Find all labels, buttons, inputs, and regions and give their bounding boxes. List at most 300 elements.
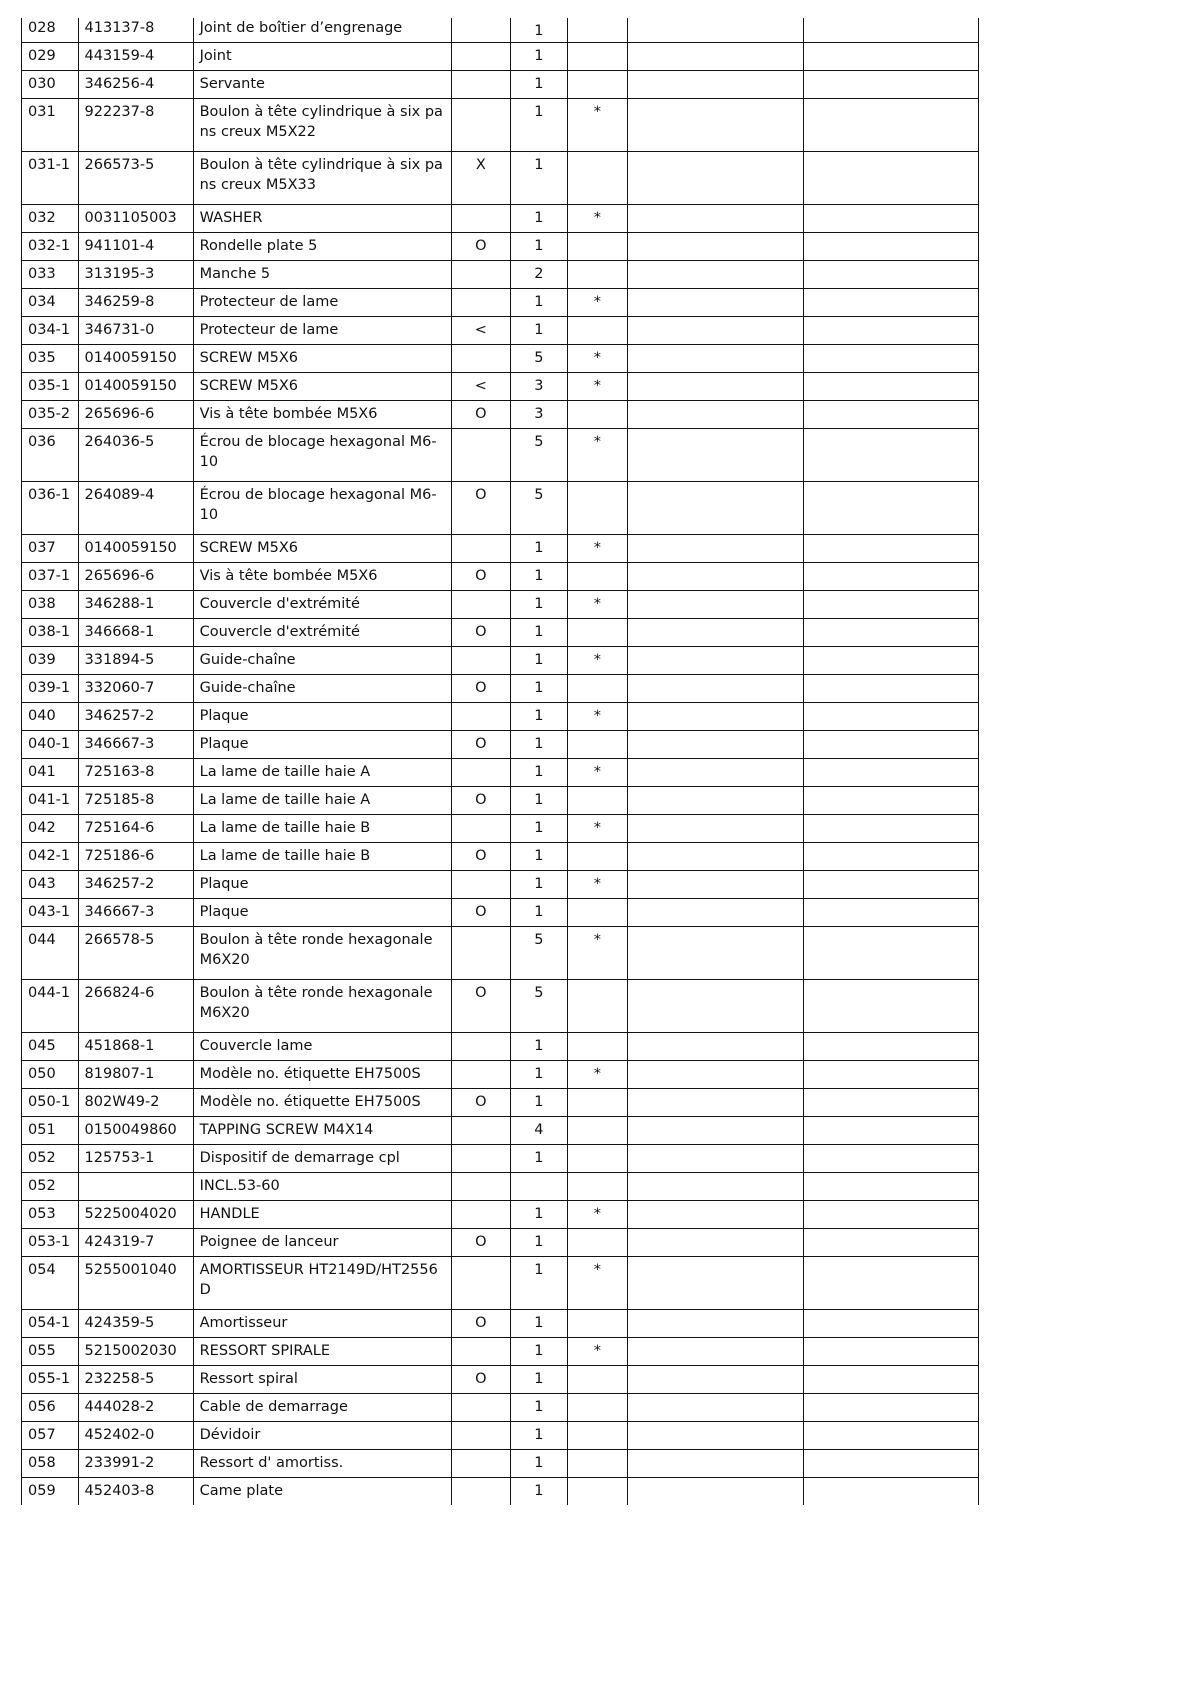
table-row [22, 1365, 979, 1393]
extra-cell [804, 814, 979, 842]
item-number-cell: 034 [22, 288, 79, 316]
part-number-cell: 922237-8 [78, 98, 193, 151]
note-cell [568, 1172, 628, 1200]
extra-cell [804, 1116, 979, 1144]
part-number-cell: 0140059150 [78, 372, 193, 400]
remarks-cell [627, 1309, 804, 1337]
description-cell: La lame de taille haie A [193, 786, 451, 814]
note-cell: * [568, 870, 628, 898]
quantity-cell: 1 [510, 786, 568, 814]
extra-cell [804, 1172, 979, 1200]
remarks-cell [627, 979, 804, 1032]
item-number-cell: 053 [22, 1200, 79, 1228]
interchange-code-cell: O [452, 400, 511, 428]
quantity-cell [510, 1172, 568, 1200]
extra-cell [804, 590, 979, 618]
interchange-code-cell [452, 344, 511, 372]
note-cell: * [568, 926, 628, 979]
item-number-cell: 052 [22, 1144, 79, 1172]
table-row [22, 618, 979, 646]
item-number-cell: 035-1 [22, 372, 79, 400]
quantity-cell: 1 [510, 898, 568, 926]
description-cell: AMORTISSEUR HT2149D/HT2556D [193, 1256, 451, 1309]
interchange-code-cell: O [452, 730, 511, 758]
extra-cell [804, 204, 979, 232]
note-cell [568, 1477, 628, 1505]
interchange-code-cell: O [452, 786, 511, 814]
interchange-code-cell [452, 758, 511, 786]
quantity-cell: 2 [510, 260, 568, 288]
quantity-cell: 1 [510, 1060, 568, 1088]
remarks-cell [627, 842, 804, 870]
table-row [22, 232, 979, 260]
quantity-cell: 5 [510, 926, 568, 979]
interchange-code-cell: O [452, 618, 511, 646]
item-number-cell: 058 [22, 1449, 79, 1477]
table-row [22, 814, 979, 842]
description-cell: Guide-chaîne [193, 674, 451, 702]
part-number-cell: 265696-6 [78, 400, 193, 428]
quantity-cell: 1 [510, 702, 568, 730]
extra-cell [804, 18, 979, 42]
quantity-cell: 1 [510, 288, 568, 316]
description-cell: Couvercle lame [193, 1032, 451, 1060]
interchange-code-cell: O [452, 898, 511, 926]
item-number-cell: 039-1 [22, 674, 79, 702]
remarks-cell [627, 204, 804, 232]
item-number-cell: 036 [22, 428, 79, 481]
interchange-code-cell: O [452, 1228, 511, 1256]
note-cell [568, 1116, 628, 1144]
description-cell: Joint [193, 42, 451, 70]
item-number-cell: 034-1 [22, 316, 79, 344]
note-cell: * [568, 646, 628, 674]
note-cell: * [568, 1337, 628, 1365]
table-row [22, 1116, 979, 1144]
quantity-cell: 1 [510, 204, 568, 232]
interchange-code-cell [452, 534, 511, 562]
interchange-code-cell: O [452, 562, 511, 590]
interchange-code-cell: < [452, 316, 511, 344]
interchange-code-cell [452, 1116, 511, 1144]
item-number-cell: 059 [22, 1477, 79, 1505]
description-cell: SCREW M5X6 [193, 344, 451, 372]
description-cell: Plaque [193, 702, 451, 730]
quantity-cell: 1 [510, 1256, 568, 1309]
quantity-cell: 1 [510, 562, 568, 590]
note-cell: * [568, 1060, 628, 1088]
description-cell: Plaque [193, 730, 451, 758]
remarks-cell [627, 1032, 804, 1060]
part-number-cell: 264089-4 [78, 481, 193, 534]
part-number-cell: 265696-6 [78, 562, 193, 590]
remarks-cell [627, 18, 804, 42]
remarks-cell [627, 232, 804, 260]
table-row [22, 151, 979, 204]
item-number-cell: 054 [22, 1256, 79, 1309]
extra-cell [804, 1393, 979, 1421]
item-number-cell: 043 [22, 870, 79, 898]
remarks-cell [627, 1088, 804, 1116]
table-row [22, 1309, 979, 1337]
note-cell: * [568, 344, 628, 372]
table-row [22, 730, 979, 758]
remarks-cell [627, 1144, 804, 1172]
extra-cell [804, 1449, 979, 1477]
extra-cell [804, 786, 979, 814]
part-number-cell: 413137-8 [78, 18, 193, 42]
description-cell: Modèle no. étiquette EH7500S [193, 1088, 451, 1116]
remarks-cell [627, 1228, 804, 1256]
part-number-cell: 0140059150 [78, 344, 193, 372]
extra-cell [804, 98, 979, 151]
extra-cell [804, 898, 979, 926]
table-row [22, 842, 979, 870]
table-row [22, 674, 979, 702]
table-row [22, 1477, 979, 1505]
item-number-cell: 031-1 [22, 151, 79, 204]
description-cell: Poignee de lanceur [193, 1228, 451, 1256]
item-number-cell: 028 [22, 18, 79, 42]
remarks-cell [627, 1365, 804, 1393]
extra-cell [804, 702, 979, 730]
quantity-cell: 4 [510, 1116, 568, 1144]
table-row [22, 1256, 979, 1309]
interchange-code-cell: O [452, 842, 511, 870]
item-number-cell: 037 [22, 534, 79, 562]
remarks-cell [627, 618, 804, 646]
quantity-cell: 1 [510, 534, 568, 562]
description-cell: Servante [193, 70, 451, 98]
item-number-cell: 031 [22, 98, 79, 151]
table-row [22, 18, 979, 42]
note-cell: * [568, 204, 628, 232]
description-cell: Guide-chaîne [193, 646, 451, 674]
description-cell: Protecteur de lame [193, 316, 451, 344]
quantity-cell: 1 [510, 1421, 568, 1449]
note-cell [568, 70, 628, 98]
extra-cell [804, 730, 979, 758]
remarks-cell [627, 481, 804, 534]
extra-cell [804, 674, 979, 702]
table-row [22, 590, 979, 618]
extra-cell [804, 758, 979, 786]
quantity-cell: 1 [510, 151, 568, 204]
extra-cell [804, 344, 979, 372]
remarks-cell [627, 1172, 804, 1200]
quantity-cell: 1 [510, 730, 568, 758]
interchange-code-cell [452, 204, 511, 232]
quantity-cell: 3 [510, 372, 568, 400]
part-number-cell: 941101-4 [78, 232, 193, 260]
remarks-cell [627, 344, 804, 372]
note-cell: * [568, 1200, 628, 1228]
item-number-cell: 035 [22, 344, 79, 372]
interchange-code-cell [452, 926, 511, 979]
interchange-code-cell [452, 288, 511, 316]
table-row [22, 1393, 979, 1421]
description-cell: Ressort d' amortiss. [193, 1449, 451, 1477]
item-number-cell: 050-1 [22, 1088, 79, 1116]
note-cell: * [568, 288, 628, 316]
table-row [22, 898, 979, 926]
remarks-cell [627, 646, 804, 674]
note-cell: * [568, 590, 628, 618]
item-number-cell: 040-1 [22, 730, 79, 758]
remarks-cell [627, 1256, 804, 1309]
quantity-cell: 1 [510, 1365, 568, 1393]
remarks-cell [627, 1393, 804, 1421]
table-row [22, 1200, 979, 1228]
extra-cell [804, 70, 979, 98]
note-cell [568, 151, 628, 204]
table-row [22, 428, 979, 481]
table-row [22, 979, 979, 1032]
extra-cell [804, 646, 979, 674]
remarks-cell [627, 428, 804, 481]
interchange-code-cell [452, 1449, 511, 1477]
quantity-cell: 5 [510, 481, 568, 534]
description-cell: Modèle no. étiquette EH7500S [193, 1060, 451, 1088]
description-cell: Boulon à tête cylindrique à six pans creux M5X22 [193, 98, 451, 151]
description-cell: INCL.53-60 [193, 1172, 451, 1200]
quantity-cell: 1 [510, 70, 568, 98]
description-cell: Plaque [193, 870, 451, 898]
description-cell: La lame de taille haie B [193, 814, 451, 842]
note-cell [568, 232, 628, 260]
remarks-cell [627, 814, 804, 842]
remarks-cell [627, 534, 804, 562]
remarks-cell [627, 590, 804, 618]
part-number-cell: 346731-0 [78, 316, 193, 344]
interchange-code-cell: O [452, 481, 511, 534]
description-cell: Dévidoir [193, 1421, 451, 1449]
interchange-code-cell [452, 1393, 511, 1421]
interchange-code-cell [452, 1421, 511, 1449]
table-row [22, 42, 979, 70]
remarks-cell [627, 786, 804, 814]
extra-cell [804, 372, 979, 400]
description-cell: Plaque [193, 898, 451, 926]
description-cell: Ressort spiral [193, 1365, 451, 1393]
part-number-cell: 725163-8 [78, 758, 193, 786]
remarks-cell [627, 260, 804, 288]
table-row [22, 1060, 979, 1088]
description-cell: WASHER [193, 204, 451, 232]
interchange-code-cell: O [452, 1088, 511, 1116]
table-row [22, 316, 979, 344]
note-cell [568, 316, 628, 344]
quantity-cell: 1 [510, 1477, 568, 1505]
interchange-code-cell: O [452, 674, 511, 702]
note-cell [568, 786, 628, 814]
interchange-code-cell [452, 1144, 511, 1172]
item-number-cell: 042 [22, 814, 79, 842]
extra-cell [804, 1256, 979, 1309]
part-number-cell: 802W49-2 [78, 1088, 193, 1116]
item-number-cell: 057 [22, 1421, 79, 1449]
interchange-code-cell [452, 1200, 511, 1228]
item-number-cell: 043-1 [22, 898, 79, 926]
parts-table-body [22, 18, 979, 1505]
part-number-cell: 264036-5 [78, 428, 193, 481]
part-number-cell: 346668-1 [78, 618, 193, 646]
remarks-cell [627, 372, 804, 400]
quantity-cell: 1 [510, 1200, 568, 1228]
quantity-cell: 1 [510, 1032, 568, 1060]
description-cell: Dispositif de demarrage cpl [193, 1144, 451, 1172]
extra-cell [804, 288, 979, 316]
description-cell: SCREW M5X6 [193, 534, 451, 562]
part-number-cell: 0031105003 [78, 204, 193, 232]
part-number-cell: 332060-7 [78, 674, 193, 702]
quantity-cell: 1 [510, 674, 568, 702]
interchange-code-cell [452, 70, 511, 98]
table-row [22, 1032, 979, 1060]
remarks-cell [627, 1116, 804, 1144]
description-cell: La lame de taille haie A [193, 758, 451, 786]
remarks-cell [627, 42, 804, 70]
interchange-code-cell [452, 870, 511, 898]
table-row [22, 786, 979, 814]
table-row [22, 1088, 979, 1116]
table-row [22, 1172, 979, 1200]
extra-cell [804, 618, 979, 646]
item-number-cell: 041 [22, 758, 79, 786]
part-number-cell: 5215002030 [78, 1337, 193, 1365]
part-number-cell: 452403-8 [78, 1477, 193, 1505]
interchange-code-cell [452, 1337, 511, 1365]
item-number-cell: 052 [22, 1172, 79, 1200]
part-number-cell: 266573-5 [78, 151, 193, 204]
remarks-cell [627, 70, 804, 98]
item-number-cell: 038 [22, 590, 79, 618]
description-cell: Écrou de blocage hexagonal M6-10 [193, 481, 451, 534]
table-row [22, 926, 979, 979]
quantity-cell: 1 [510, 870, 568, 898]
part-number-cell: 0150049860 [78, 1116, 193, 1144]
remarks-cell [627, 98, 804, 151]
part-number-cell: 313195-3 [78, 260, 193, 288]
part-number-cell: 725186-6 [78, 842, 193, 870]
interchange-code-cell [452, 1172, 511, 1200]
item-number-cell: 042-1 [22, 842, 79, 870]
interchange-code-cell: O [452, 1365, 511, 1393]
note-cell: * [568, 814, 628, 842]
quantity-cell: 1 [510, 590, 568, 618]
item-number-cell: 053-1 [22, 1228, 79, 1256]
item-number-cell: 035-2 [22, 400, 79, 428]
note-cell [568, 481, 628, 534]
extra-cell [804, 1032, 979, 1060]
extra-cell [804, 1309, 979, 1337]
quantity-cell: 1 [510, 1393, 568, 1421]
interchange-code-cell: O [452, 979, 511, 1032]
item-number-cell: 050 [22, 1060, 79, 1088]
description-cell: HANDLE [193, 1200, 451, 1228]
quantity-cell: 1 [510, 646, 568, 674]
part-number-cell [78, 1172, 193, 1200]
note-cell [568, 1449, 628, 1477]
interchange-code-cell [452, 18, 511, 42]
interchange-code-cell: X [452, 151, 511, 204]
remarks-cell [627, 562, 804, 590]
interchange-code-cell: O [452, 1309, 511, 1337]
note-cell: * [568, 98, 628, 151]
item-number-cell: 056 [22, 1393, 79, 1421]
part-number-cell: 346257-2 [78, 870, 193, 898]
table-row [22, 562, 979, 590]
note-cell: * [568, 1256, 628, 1309]
parts-list-page [21, 18, 979, 1505]
table-row [22, 481, 979, 534]
extra-cell [804, 1060, 979, 1088]
table-row [22, 870, 979, 898]
note-cell: * [568, 428, 628, 481]
part-number-cell: 452402-0 [78, 1421, 193, 1449]
note-cell [568, 898, 628, 926]
remarks-cell [627, 316, 804, 344]
parts-table [21, 18, 979, 1505]
remarks-cell [627, 674, 804, 702]
item-number-cell: 040 [22, 702, 79, 730]
remarks-cell [627, 1421, 804, 1449]
part-number-cell: 424319-7 [78, 1228, 193, 1256]
note-cell [568, 562, 628, 590]
quantity-cell: 1 [510, 814, 568, 842]
part-number-cell: 346667-3 [78, 898, 193, 926]
table-row [22, 646, 979, 674]
interchange-code-cell [452, 98, 511, 151]
remarks-cell [627, 288, 804, 316]
extra-cell [804, 428, 979, 481]
description-cell: Écrou de blocage hexagonal M6-10 [193, 428, 451, 481]
extra-cell [804, 534, 979, 562]
quantity-cell: 5 [510, 979, 568, 1032]
quantity-cell: 1 [510, 98, 568, 151]
remarks-cell [627, 926, 804, 979]
remarks-cell [627, 730, 804, 758]
note-cell [568, 1228, 628, 1256]
note-cell [568, 1365, 628, 1393]
quantity-cell: 1 [510, 1144, 568, 1172]
quantity-cell: 1 [510, 1228, 568, 1256]
note-cell [568, 618, 628, 646]
interchange-code-cell [452, 1477, 511, 1505]
part-number-cell: 451868-1 [78, 1032, 193, 1060]
description-cell: TAPPING SCREW M4X14 [193, 1116, 451, 1144]
interchange-code-cell [452, 814, 511, 842]
table-row [22, 260, 979, 288]
remarks-cell [627, 870, 804, 898]
interchange-code-cell [452, 42, 511, 70]
extra-cell [804, 926, 979, 979]
extra-cell [804, 842, 979, 870]
quantity-cell: 1 [510, 1088, 568, 1116]
description-cell: Boulon à tête ronde hexagonale M6X20 [193, 979, 451, 1032]
note-cell [568, 730, 628, 758]
description-cell: Boulon à tête ronde hexagonale M6X20 [193, 926, 451, 979]
description-cell: Joint de boîtier d’engrenage [193, 18, 451, 42]
description-cell: Vis à tête bombée M5X6 [193, 562, 451, 590]
quantity-cell: 1 [510, 18, 568, 42]
part-number-cell: 232258-5 [78, 1365, 193, 1393]
remarks-cell [627, 400, 804, 428]
interchange-code-cell [452, 1060, 511, 1088]
table-row [22, 702, 979, 730]
table-row [22, 98, 979, 151]
description-cell: Rondelle plate 5 [193, 232, 451, 260]
